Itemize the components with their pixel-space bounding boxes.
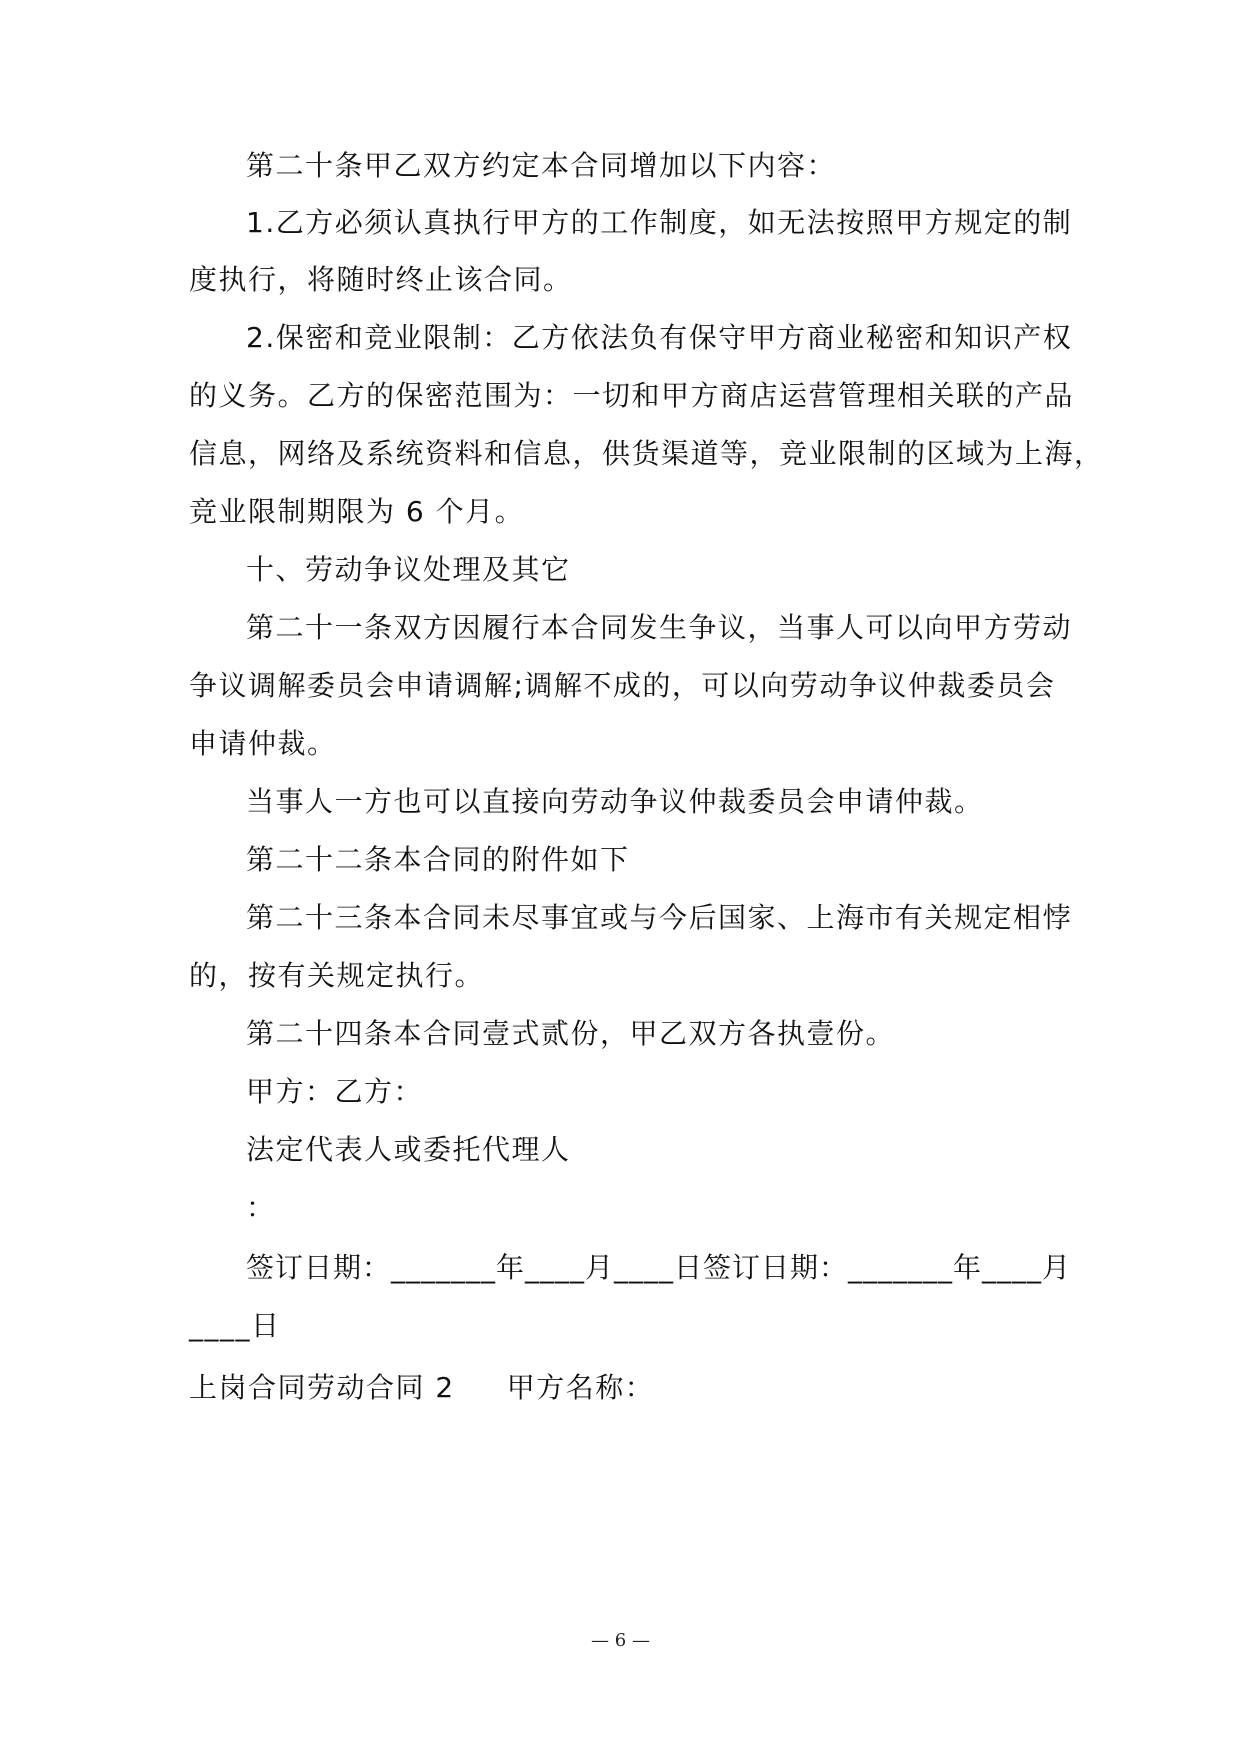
representative-label: 法定代表人或委托代理人 xyxy=(246,1133,571,1166)
next-contract-heading xyxy=(189,1370,1059,1406)
paragraph-line: 申请仲裁。 xyxy=(189,727,337,760)
signing-date-day: ____日 xyxy=(189,1309,281,1342)
paragraph-line: 争议调解委员会申请调解;调解不成的，可以向劳动争议仲裁委员会 xyxy=(189,669,1056,702)
paragraph-line: 第二十条甲乙双方约定本合同增加以下内容： xyxy=(246,149,837,182)
paragraph-line: 竞业限制期限为 6 个月。 xyxy=(189,495,525,528)
signature-parties: 甲方：乙方： xyxy=(246,1075,424,1108)
paragraph-line: 当事人一方也可以直接向劳动争议仲裁委员会申请仲裁。 xyxy=(246,785,984,818)
paragraph-line: 的义务。乙方的保密范围为：一切和甲方商店运营管理相关联的产品 xyxy=(189,379,1075,412)
paragraph-line: 度执行，将随时终止该合同。 xyxy=(189,263,573,296)
paragraph-line: 2.保密和竞业限制：乙方依法负有保守甲方商业秘密和知识产权 xyxy=(246,321,1073,354)
paragraph-line: 第二十三条本合同未尽事宜或与今后国家、上海市有关规定相悖 xyxy=(246,901,1073,934)
paragraph-line: 第二十一条双方因履行本合同发生争议，当事人可以向甲方劳动 xyxy=(246,611,1073,644)
colon-line: ： xyxy=(246,1191,276,1224)
paragraph-line: 第二十四条本合同壹式贰份，甲乙双方各执壹份。 xyxy=(246,1017,896,1050)
paragraph-line: 第二十二条本合同的附件如下 xyxy=(246,843,630,876)
paragraph-line: 的，按有关规定执行。 xyxy=(189,959,485,992)
paragraph-line: 1.乙方必须认真执行甲方的工作制度，如无法按照甲方规定的制 xyxy=(246,206,1073,239)
next-contract-title: 上岗合同劳动合同 2 xyxy=(189,1371,455,1404)
paragraph-line: 信息，网络及系统资料和信息，供货渠道等，竞业限制的区域为上海， xyxy=(189,437,1104,470)
section-heading: 十、劳动争议处理及其它 xyxy=(246,553,571,586)
page-number: — 6 — xyxy=(591,1630,650,1651)
signing-date-line: 签订日期：_______年____月____日签订日期：_______年____月 xyxy=(246,1251,1072,1284)
party-a-name-label: 甲方名称： xyxy=(506,1371,655,1404)
